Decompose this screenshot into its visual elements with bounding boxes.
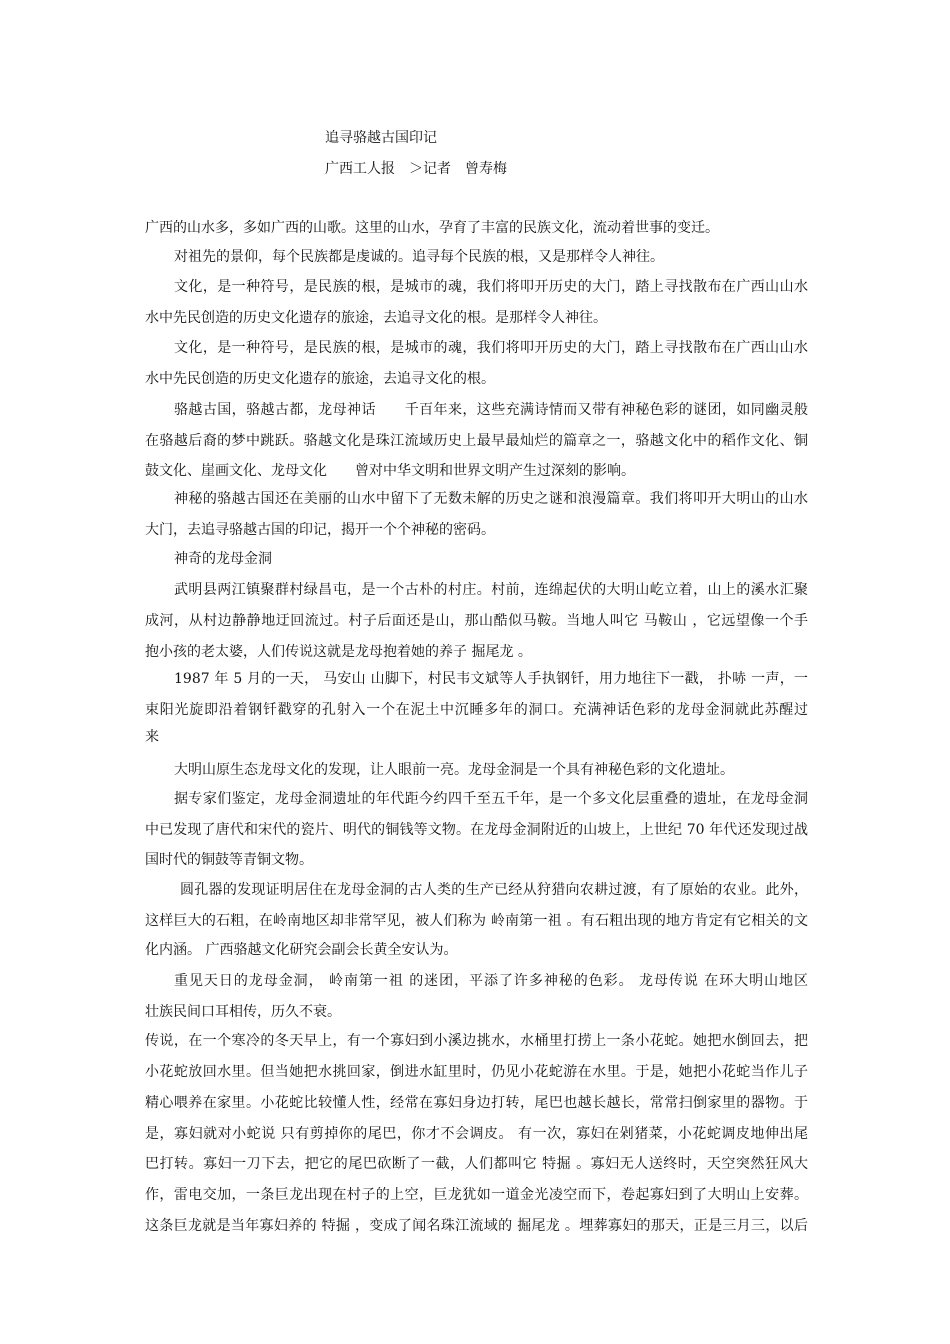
body-line: 作，雷电交加，一条巨龙出现在村子的上空，巨龙犹如一道金光凌空而下，卷起寡妇到了大明山上安葬。 <box>145 1187 808 1203</box>
body-line: 大明山原生态龙母文化的发现，让人眼前一亮。龙母金洞是一个具有神秘色彩的文化遗址。 <box>174 762 734 778</box>
body-line: 文化，是一种符号，是民族的根，是城市的魂，我们将叩开历史的大门，踏上寻找散布在广西山山水 <box>174 340 808 356</box>
body-line: 圆孔器的发现证明居住在龙母金洞的古人类的生产已经从狩猎向农耕过渡，有了原始的农业。此外， <box>180 882 808 898</box>
reporter-label: ＞记者 <box>409 161 451 177</box>
body-line: 对祖先的景仰，每个民族都是虔诚的。追寻每个民族的根，又是那样令人神往。 <box>174 249 664 265</box>
body-line: 文化，是一种符号，是民族的根，是城市的魂，我们将叩开历史的大门，踏上寻找散布在广西山山水 <box>174 279 808 295</box>
body-line: 广西的山水多，多如广西的山歌。这里的山水，孕育了丰富的民族文化，流动着世事的变迁。 <box>145 220 719 236</box>
body-line: 水中先民创造的历史文化遗存的旅途，去追寻文化的根。 <box>145 371 495 387</box>
body-line: 神秘的骆越古国还在美丽的山水中留下了无数未解的历史之谜和浪漫篇章。我们将叩开大明山的山水 <box>174 491 808 507</box>
body-line: 大门，去追寻骆越古国的印记，揭开一个个神秘的密码。 <box>145 522 495 538</box>
body-line: 这条巨龙就是当年寡妇养的 特掘 ，变成了闻名珠江流域的 掘尾龙 。埋葬寡妇的那天，正是三月三，以后 <box>145 1218 808 1234</box>
body-line: 鼓文化、崖画文化、龙母文化 曾对中华文明和世界文明产生过深刻的影响。 <box>145 463 635 479</box>
body-line: 中已发现了唐代和宋代的瓷片、明代的铜钱等文物。在龙母金洞附近的山坡上，上世纪 70 年代还发现过战 <box>145 822 808 838</box>
author-name: 曾寿梅 <box>465 161 507 177</box>
article-title: 追寻骆越古国印记 <box>325 130 437 146</box>
body-line: 来 <box>145 729 159 745</box>
body-line: 在骆越后裔的梦中跳跃。骆越文化是珠江流域历史上最早最灿烂的篇章之一，骆越文化中的稻作文化、铜 <box>145 433 808 449</box>
body-line: 束阳光旋即沿着钢钎戳穿的孔射入一个在泥土中沉睡多年的洞口。充满神话色彩的龙母金洞就此苏醒过 <box>145 702 808 718</box>
body-line: 水中先民创造的历史文化遗存的旅途，去追寻文化的根。是那样令人神往。 <box>145 310 607 326</box>
body-line: 化内涵。 广西骆越文化研究会副会长黄全安认为。 <box>145 942 458 958</box>
body-line: 是，寡妇就对小蛇说 只有剪掉你的尾巴，你才不会调皮。 有一次，寡妇在剁猪菜，小花蛇调皮地伸出尾 <box>145 1126 808 1142</box>
newspaper-name: 广西工人报 <box>325 161 395 177</box>
body-line: 国时代的铜鼓等青铜文物。 <box>145 852 313 868</box>
body-line: 1987 年 5 月的一天， 马安山 山脚下，村民韦文斌等人手执钢钎，用力地往下一戳， 扑哧 一声，一 <box>174 671 808 687</box>
body-line: 精心喂养在家里。小花蛇比较懂人性，经常在寡妇身边打转，尾巴也越长越长，常常扫倒家里的器物。于 <box>145 1095 808 1111</box>
body-line: 神奇的龙母金洞 <box>174 551 272 567</box>
body-line: 骆越古国，骆越古都，龙母神话 千百年来，这些充满诗情而又带有神秘色彩的谜团，如同幽灵般 <box>174 402 808 418</box>
article-byline <box>325 159 507 179</box>
body-line: 武明县两江镇聚群村绿昌屯，是一个古朴的村庄。村前，连绵起伏的大明山屹立着，山上的溪水汇聚 <box>174 582 808 598</box>
body-line: 这样巨大的石粗，在岭南地区却非常罕见，被人们称为 岭南第一祖 。有石粗出现的地方肯定有它相关的文 <box>145 913 808 929</box>
body-line: 小花蛇放回水里。但当她把水挑回家，倒进水缸里时，仍见小花蛇游在水里。于是，她把小花蛇当作儿子 <box>145 1064 808 1080</box>
body-line: 传说，在一个寒冷的冬天早上，有一个寡妇到小溪边挑水，水桶里打捞上一条小花蛇。她把水倒回去，把 <box>145 1033 808 1049</box>
body-line: 壮族民间口耳相传，历久不衰。 <box>145 1004 341 1020</box>
body-line: 成河，从村边静静地迂回流过。村子后面还是山，那山酷似马鞍。当地人叫它 马鞍山 ，它远望像一个手 <box>145 613 808 629</box>
body-line: 据专家们鉴定，龙母金洞遗址的年代距今约四千至五千年，是一个多文化层重叠的遗址，在龙母金洞 <box>174 791 808 807</box>
body-line: 抱小孩的老太婆，人们传说这就是龙母抱着她的养子 掘尾龙 。 <box>145 644 532 660</box>
body-line: 巴打转。寡妇一刀下去，把它的尾巴砍断了一截，人们都叫它 特掘 。寡妇无人送终时，天空突然狂风大 <box>145 1156 808 1172</box>
body-line: 重见天日的龙母金洞， 岭南第一祖 的迷团，平添了许多神秘的色彩。 龙母传说 在环大明山地区 <box>174 973 808 989</box>
